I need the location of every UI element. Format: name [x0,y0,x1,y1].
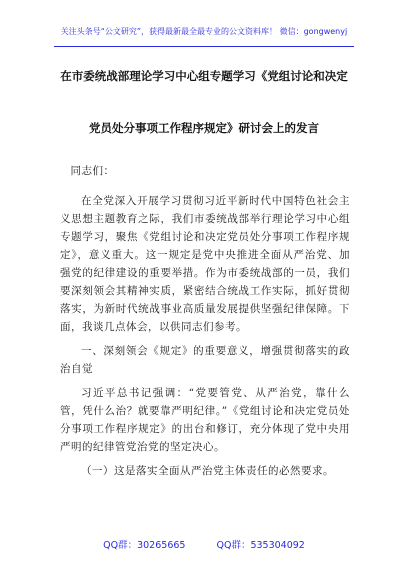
section-heading-1: 一、深刻领会《规定》的重要意义，增强贯彻落实的政治自觉 [60,345,350,375]
footer-qq-group-1: QQ群：30265665 [103,540,186,551]
header-notice: 关注头条号“公文研究”，获得最新最全最专业的公文资料库！ 微信：gongwenyj [60,27,348,36]
header-divider [54,46,354,47]
paragraph-intro: 在全党深入开展学习贯彻习近平新时代中国特色社会主义思想主题教育之际，我们市委统战部举行理论学习中心组专题学习，聚焦《党组讨论和决定党员处分事项工作程序规定》，意义重大。这一规定是党中央推进全面从严治党、加强党的纪律建设的重要举措。作为市委统战部的一员，我们要深刻领会其精神实质，紧密结合统战工作实际，抓好贯彻落实，为新时代统战事业高质量发展提供坚强纪律保障。下面，我谈几点体会，以供同志们参考。 [60,195,350,333]
paragraph-quote: 习近平总书记强调：“党要管党、从严治党，靠什么管，凭什么治？就要靠严明纪律。”《党组讨论和决定党员处分事项工作程序规定》的出台和修订，充分体现了党中央用严明的纪律管党治党的坚定决心。 [60,387,350,453]
subsection-heading-1: （一）这是落实全面从严治党主体责任的必然要求。 [81,465,334,477]
salutation: 同志们： [70,165,115,177]
document-title-line-1: 在市委统战部理论学习中心组专题学习《党组讨论和决定 [60,69,348,83]
footer-contact [0,537,408,551]
document-body [60,162,350,486]
footer-qq-group-2: QQ群：535304092 [216,540,305,551]
document-title-line-2: 党员处分事项工作程序规定》研讨会上的发言 [89,121,319,135]
